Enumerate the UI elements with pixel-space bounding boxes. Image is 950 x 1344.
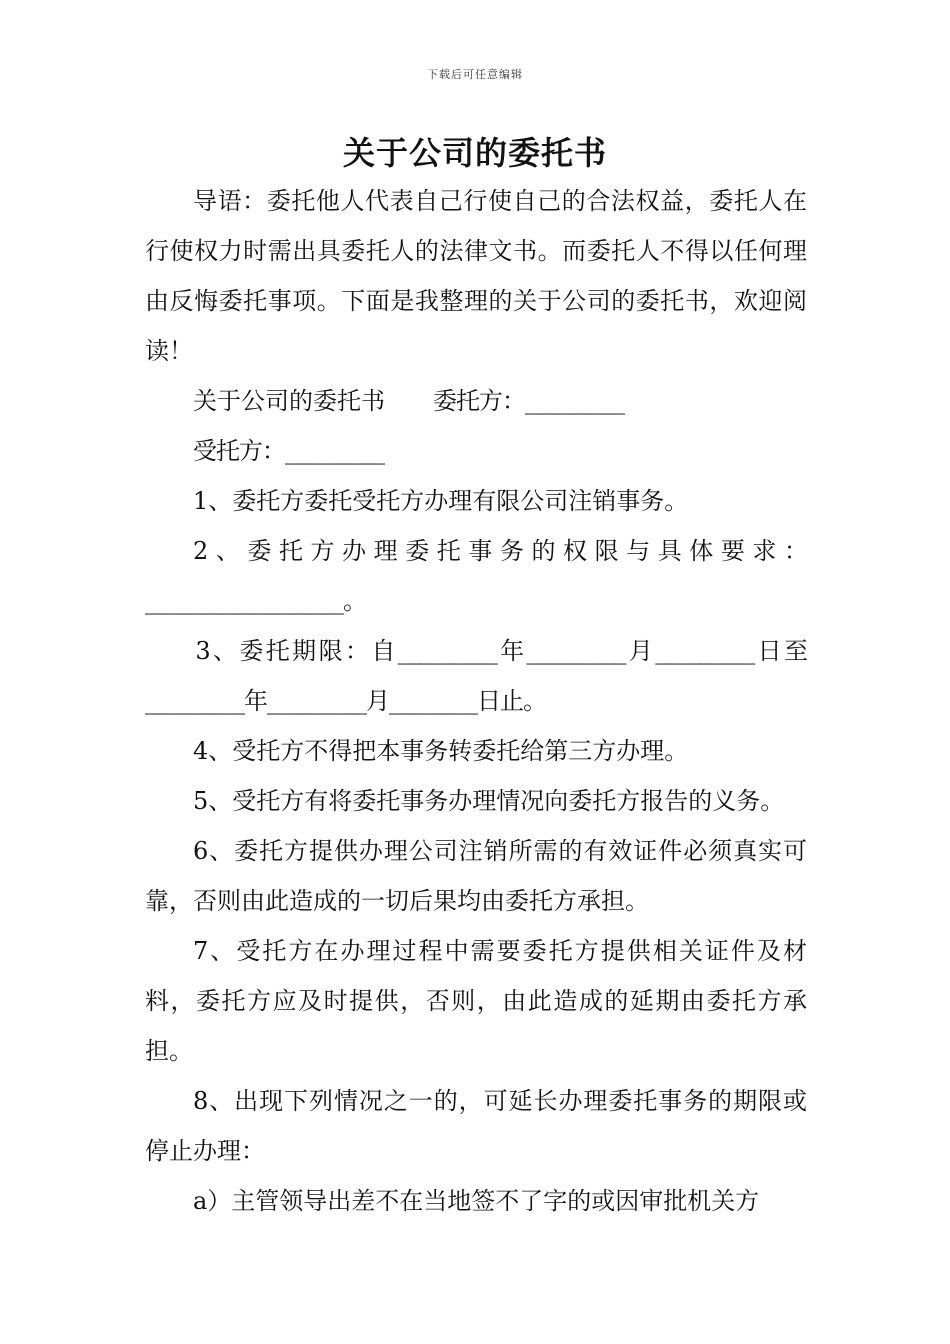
intro-paragraph: 导语：委托他人代表自己行使自己的合法权益，委托人在行使权力时需出具委托人的法律文书。而委托人不得以任何理由反悔委托事项。下面是我整理的关于公司的委托书，欢迎阅读！ <box>145 187 807 365</box>
item-6: 6、委托方提供办理公司注销所需的有效证件必须真实可靠，否则由此造成的一切后果均由委托方承担。 <box>145 837 807 915</box>
item-3: 3、委托期限：自_________年_________月_________日至_________年_________月________日止。 <box>145 637 807 715</box>
item-2: 2、委托方办理委托事务的权限与具体要求：__________________。 <box>145 537 807 615</box>
agent-label: 受托方：_________ <box>193 437 384 465</box>
item-8: 8、出现下列情况之一的，可延长办理委托事务的期限或停止办理： <box>145 1087 807 1165</box>
header-note: 下载后可任意编辑 <box>427 68 523 81</box>
item-1: 1、委托方委托受托方办理有限公司注销事务。 <box>193 487 689 515</box>
item-5: 5、受托方有将委托事务办理情况向委托方报告的义务。 <box>193 787 785 815</box>
heading-line <box>145 376 807 426</box>
document-body <box>145 176 807 1226</box>
document-title: 关于公司的委托书 <box>342 134 607 172</box>
principal-label: 委托方：_________ <box>433 387 624 415</box>
item-8a: a）主管领导出差不在当地签不了字的或因审批机关方 <box>193 1187 760 1215</box>
heading-line-title: 关于公司的委托书 <box>193 387 385 415</box>
item-4: 4、受托方不得把本事务转委托给第三方办理。 <box>193 737 689 765</box>
item-7: 7、受托方在办理过程中需要委托方提供相关证件及材料，委托方应及时提供，否则，由此造成的延期由委托方承担。 <box>145 937 807 1065</box>
